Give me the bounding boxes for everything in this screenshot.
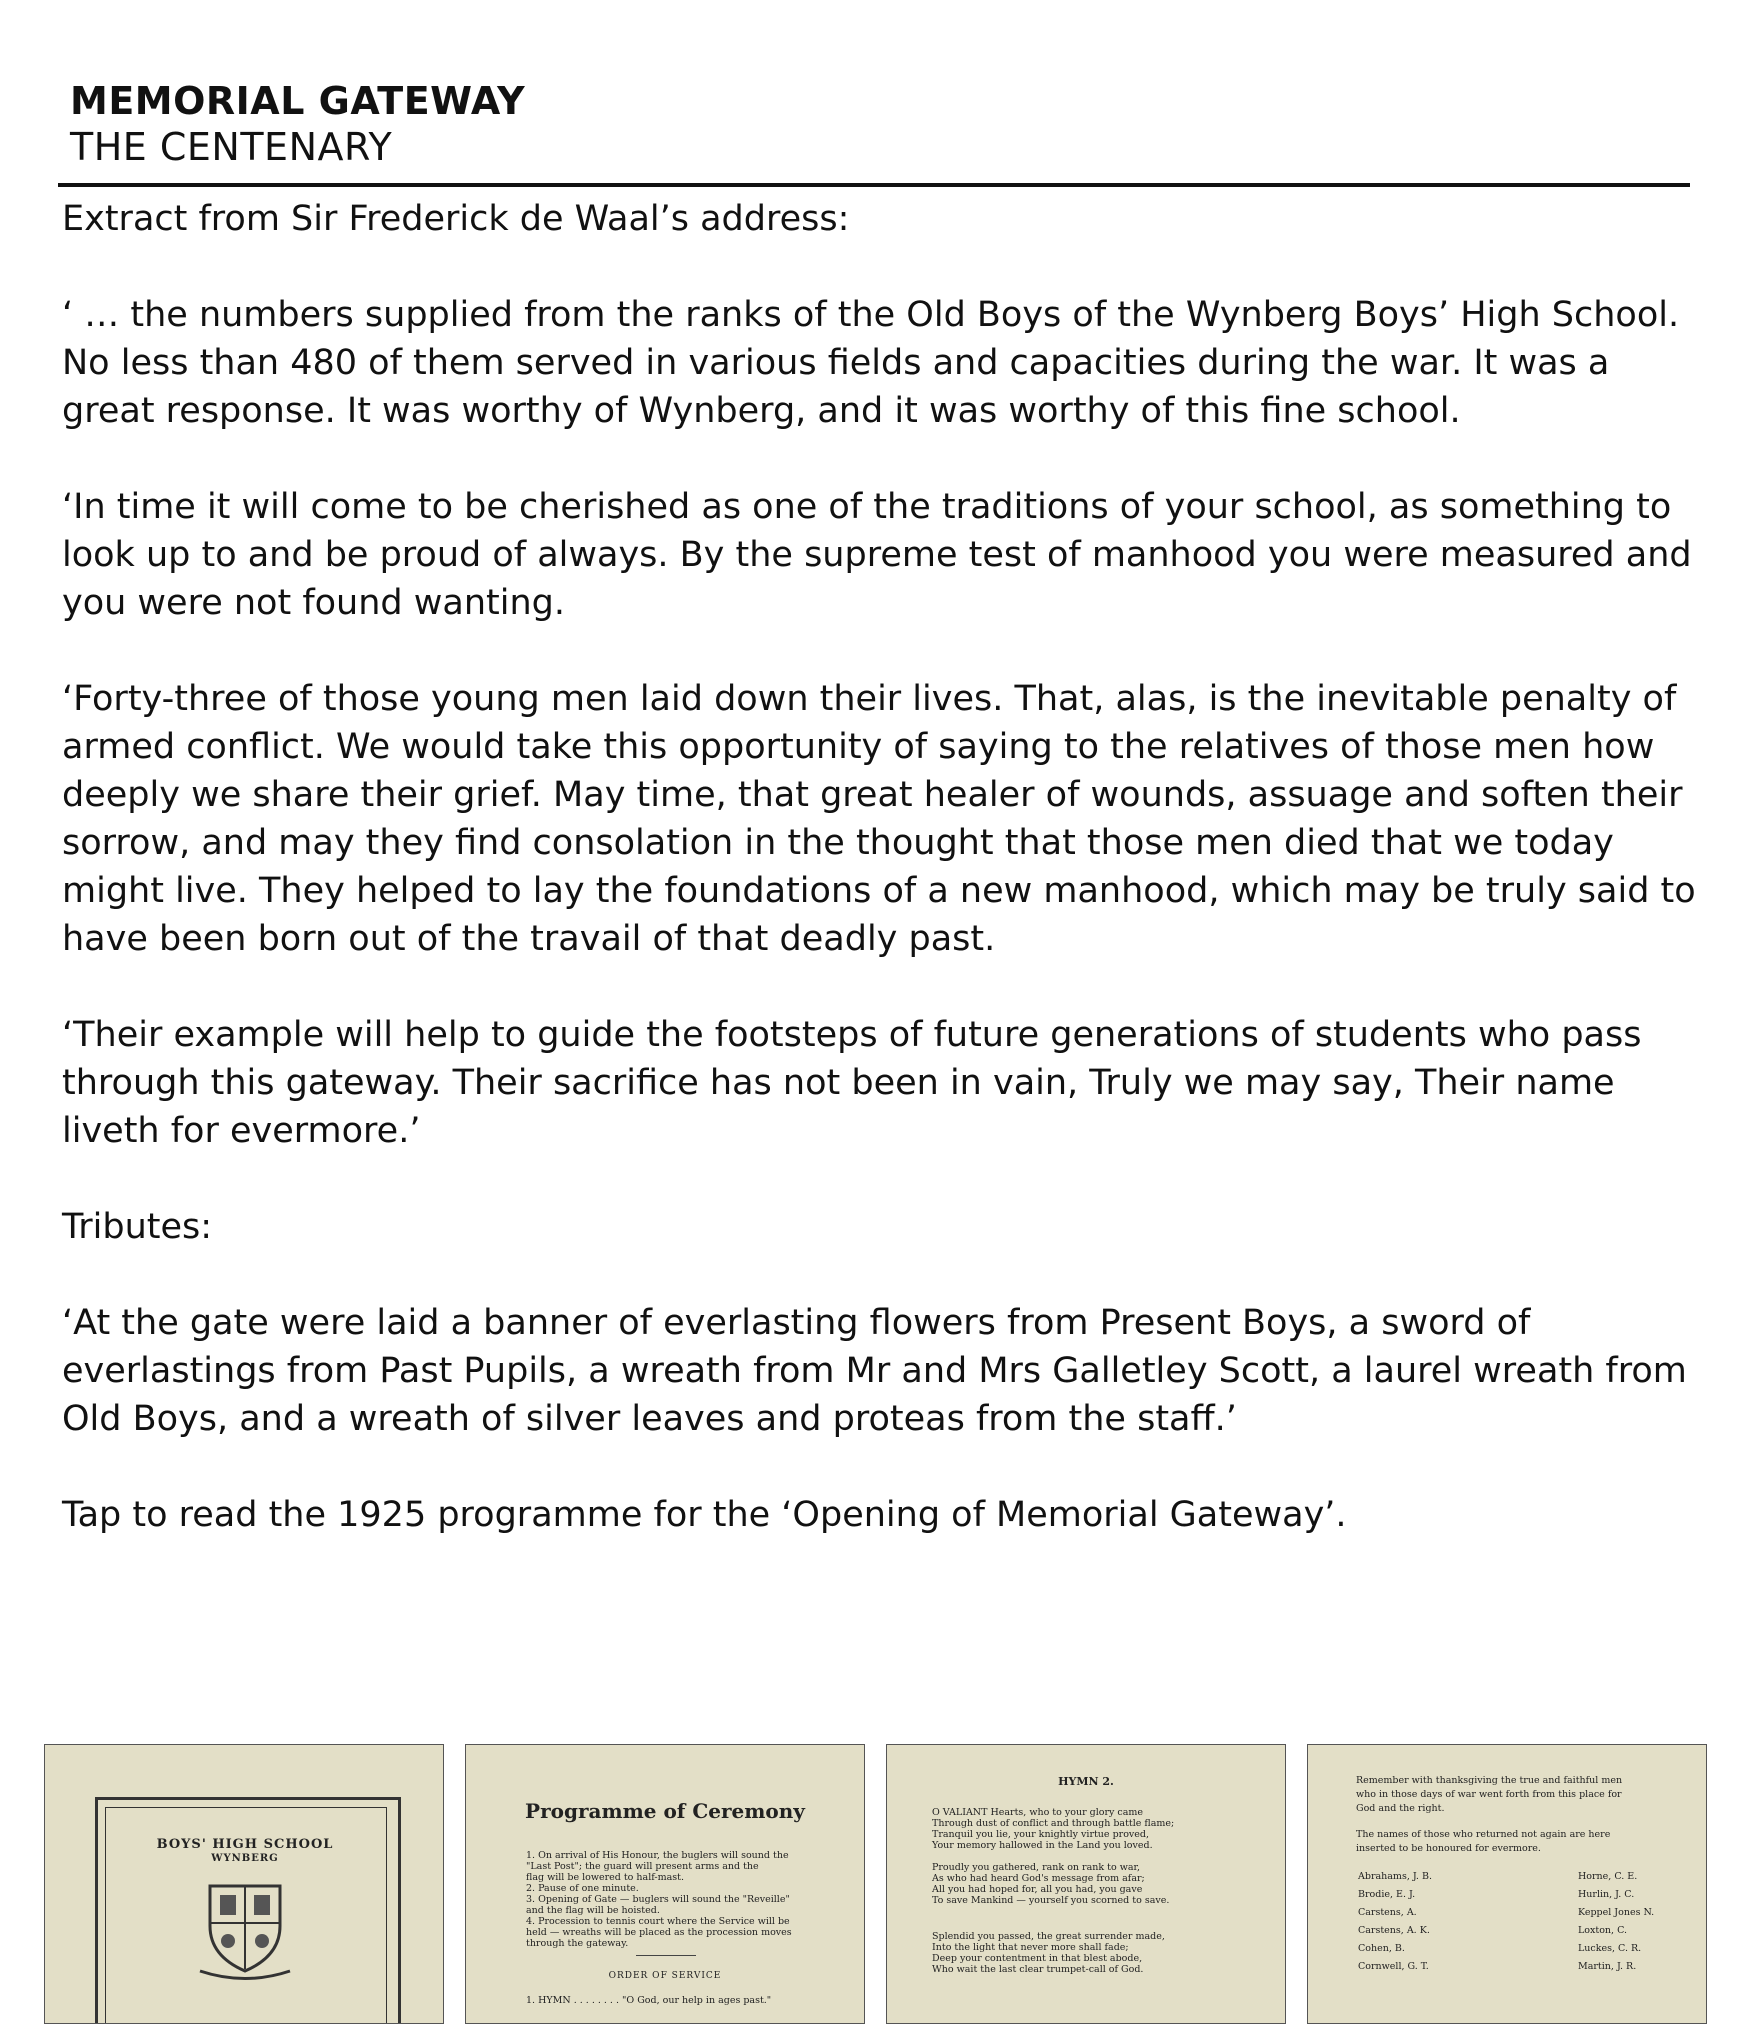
page-subtitle: THE CENTENARY: [70, 125, 393, 169]
address-paragraph-3: ‘Forty-three of those young men laid down their lives. That, alas, is the inevitable penalty of armed conflict. We would take this opportunity of saying to the relatives of those men how deeply we share their grief. May time, that great healer of wounds, assuage and soften their sorrow, and may they find consolation in the thought that those men died that we today might live. They helped to lay the foundations of a new manhood, which may be truly said to have been born out of the travail of that deadly past.: [62, 679, 1696, 959]
name-entry: Abrahams, J. B.: [1358, 1871, 1432, 1882]
address-paragraph-4: ‘Their example will help to guide the footsteps of future generations of students who pass through this gateway. Their sacrifice has not been in vain, Truly we may say, Their name liveth for evermore.’: [62, 1015, 1642, 1151]
programme-separator: [636, 1955, 696, 1956]
article-body: [62, 195, 1702, 1539]
hymn-line: To save Mankind — yourself you scorned to save.: [932, 1895, 1170, 1906]
hymn-line: Through dust of conflict and through battle flame;: [932, 1818, 1175, 1829]
programme-line: 3. Opening of Gate — buglers will sound the "Reveille": [526, 1894, 790, 1905]
hymn-line: Tranquil you lie, your knightly virtue proved,: [932, 1829, 1149, 1840]
thumbnail-names[interactable]: [1307, 1744, 1707, 2024]
hymn-line: Your memory hallowed in the Land you loved.: [932, 1840, 1153, 1851]
name-entry: Horne, C. E.: [1578, 1871, 1638, 1882]
hymn-line: Deep your contentment in that blest abode,: [932, 1953, 1143, 1964]
names-intro-line: God and the right.: [1356, 1803, 1445, 1814]
hymn-line: Who wait the last clear trumpet-call of God.: [932, 1964, 1144, 1975]
name-entry: Cohen, B.: [1358, 1943, 1405, 1954]
address-paragraph-1: ‘ … the numbers supplied from the ranks of the Old Boys of the Wynberg Boys’ High School. No less than 480 of them served in various fields and capacities during the war. It was a great response. It was worthy of Wynberg, and it was worthy of this fine school.: [62, 295, 1680, 431]
page-title: MEMORIAL GATEWAY: [70, 79, 526, 123]
hymn-heading: HYMN 2.: [1058, 1775, 1114, 1788]
name-entry: Keppel Jones N.: [1578, 1907, 1655, 1918]
names-intro-line: who in those days of war went forth from this place for: [1356, 1789, 1622, 1800]
name-entry: Carstens, A. K.: [1358, 1925, 1430, 1936]
programme-line: through the gateway.: [526, 1938, 629, 1949]
programme-hymn-line: 1. HYMN . . . . . . . . "O God, our help in ages past.": [526, 1995, 772, 2006]
address-paragraph-2: ‘In time it will come to be cherished as one of the traditions of your school, as something to look up to and be proud of always. By the supreme test of manhood you were measured and you were not found wanting.: [62, 487, 1692, 623]
thumbnail-cover[interactable]: [44, 1744, 444, 2024]
hymn-line: Proudly you gathered, rank on rank to war,: [932, 1862, 1141, 1873]
name-entry: Brodie, E. J.: [1358, 1889, 1416, 1900]
programme-link-text[interactable]: Tap to read the 1925 programme for the ‘Opening of Memorial Gateway’.: [62, 1495, 1347, 1535]
hymn-line: Splendid you passed, the great surrender made,: [932, 1931, 1165, 1942]
intro-line: Extract from Sir Frederick de Waal’s address:: [62, 199, 850, 239]
name-entry: Luckes, C. R.: [1578, 1943, 1642, 1954]
programme-heading: Programme of Ceremony: [525, 1799, 805, 1823]
tributes-paragraph: ‘At the gate were laid a banner of everlasting flowers from Present Boys, a sword of everlastings from Past Pupils, a wreath from Mr and Mrs Galletley Scott, a laurel wreath from Old Boys, and a wreath of silver leaves and proteas from the staff.’: [62, 1303, 1687, 1439]
order-of-service-heading: ORDER OF SERVICE: [608, 1971, 722, 1981]
names-intro-line: Remember with thanksgiving the true and faithful men: [1356, 1775, 1623, 1786]
page-header: [70, 78, 525, 170]
programme-line: "Last Post"; the guard will present arms and the: [526, 1861, 759, 1872]
programme-line: held — wreaths will be placed as the procession moves: [526, 1927, 792, 1938]
names-intro-line: The names of those who returned not again are here: [1356, 1829, 1611, 1840]
school-crest-icon: [195, 1871, 295, 1981]
hymn-line: All you had hoped for, all you had, you gave: [932, 1884, 1143, 1895]
name-entry: Martin, J. R.: [1578, 1961, 1637, 1972]
cover-school-name: BOYS' HIGH SCHOOL: [156, 1837, 334, 1852]
header-divider: [58, 183, 1690, 187]
hymn-line: Into the light that never more shall fade;: [932, 1942, 1129, 1953]
thumbnail-hymn[interactable]: [886, 1744, 1286, 2024]
thumbnail-programme[interactable]: [465, 1744, 865, 2024]
name-entry: Cornwell, G. T.: [1358, 1961, 1429, 1972]
programme-line: 1. On arrival of His Honour, the buglers will sound the: [526, 1850, 789, 1861]
programme-line: 4. Procession to tennis court where the Service will be: [526, 1916, 790, 1927]
hymn-line: O VALIANT Hearts, who to your glory came: [932, 1807, 1144, 1818]
name-entry: Loxton, C.: [1578, 1925, 1628, 1936]
names-intro-line: inserted to be honoured for evermore.: [1356, 1843, 1541, 1854]
programme-line: flag will be lowered to half-mast.: [526, 1872, 685, 1883]
tributes-heading: Tributes:: [62, 1207, 213, 1247]
hymn-line: As who had heard God's message from afar;: [932, 1873, 1145, 1884]
programme-thumbnails: [44, 1744, 1710, 2006]
cover-town-name: WYNBERG: [211, 1853, 279, 1864]
programme-line: and the flag will be hoisted.: [526, 1905, 660, 1916]
programme-line: 2. Pause of one minute.: [526, 1883, 639, 1894]
name-entry: Hurlin, J. C.: [1578, 1889, 1635, 1900]
name-entry: Carstens, A.: [1358, 1907, 1417, 1918]
